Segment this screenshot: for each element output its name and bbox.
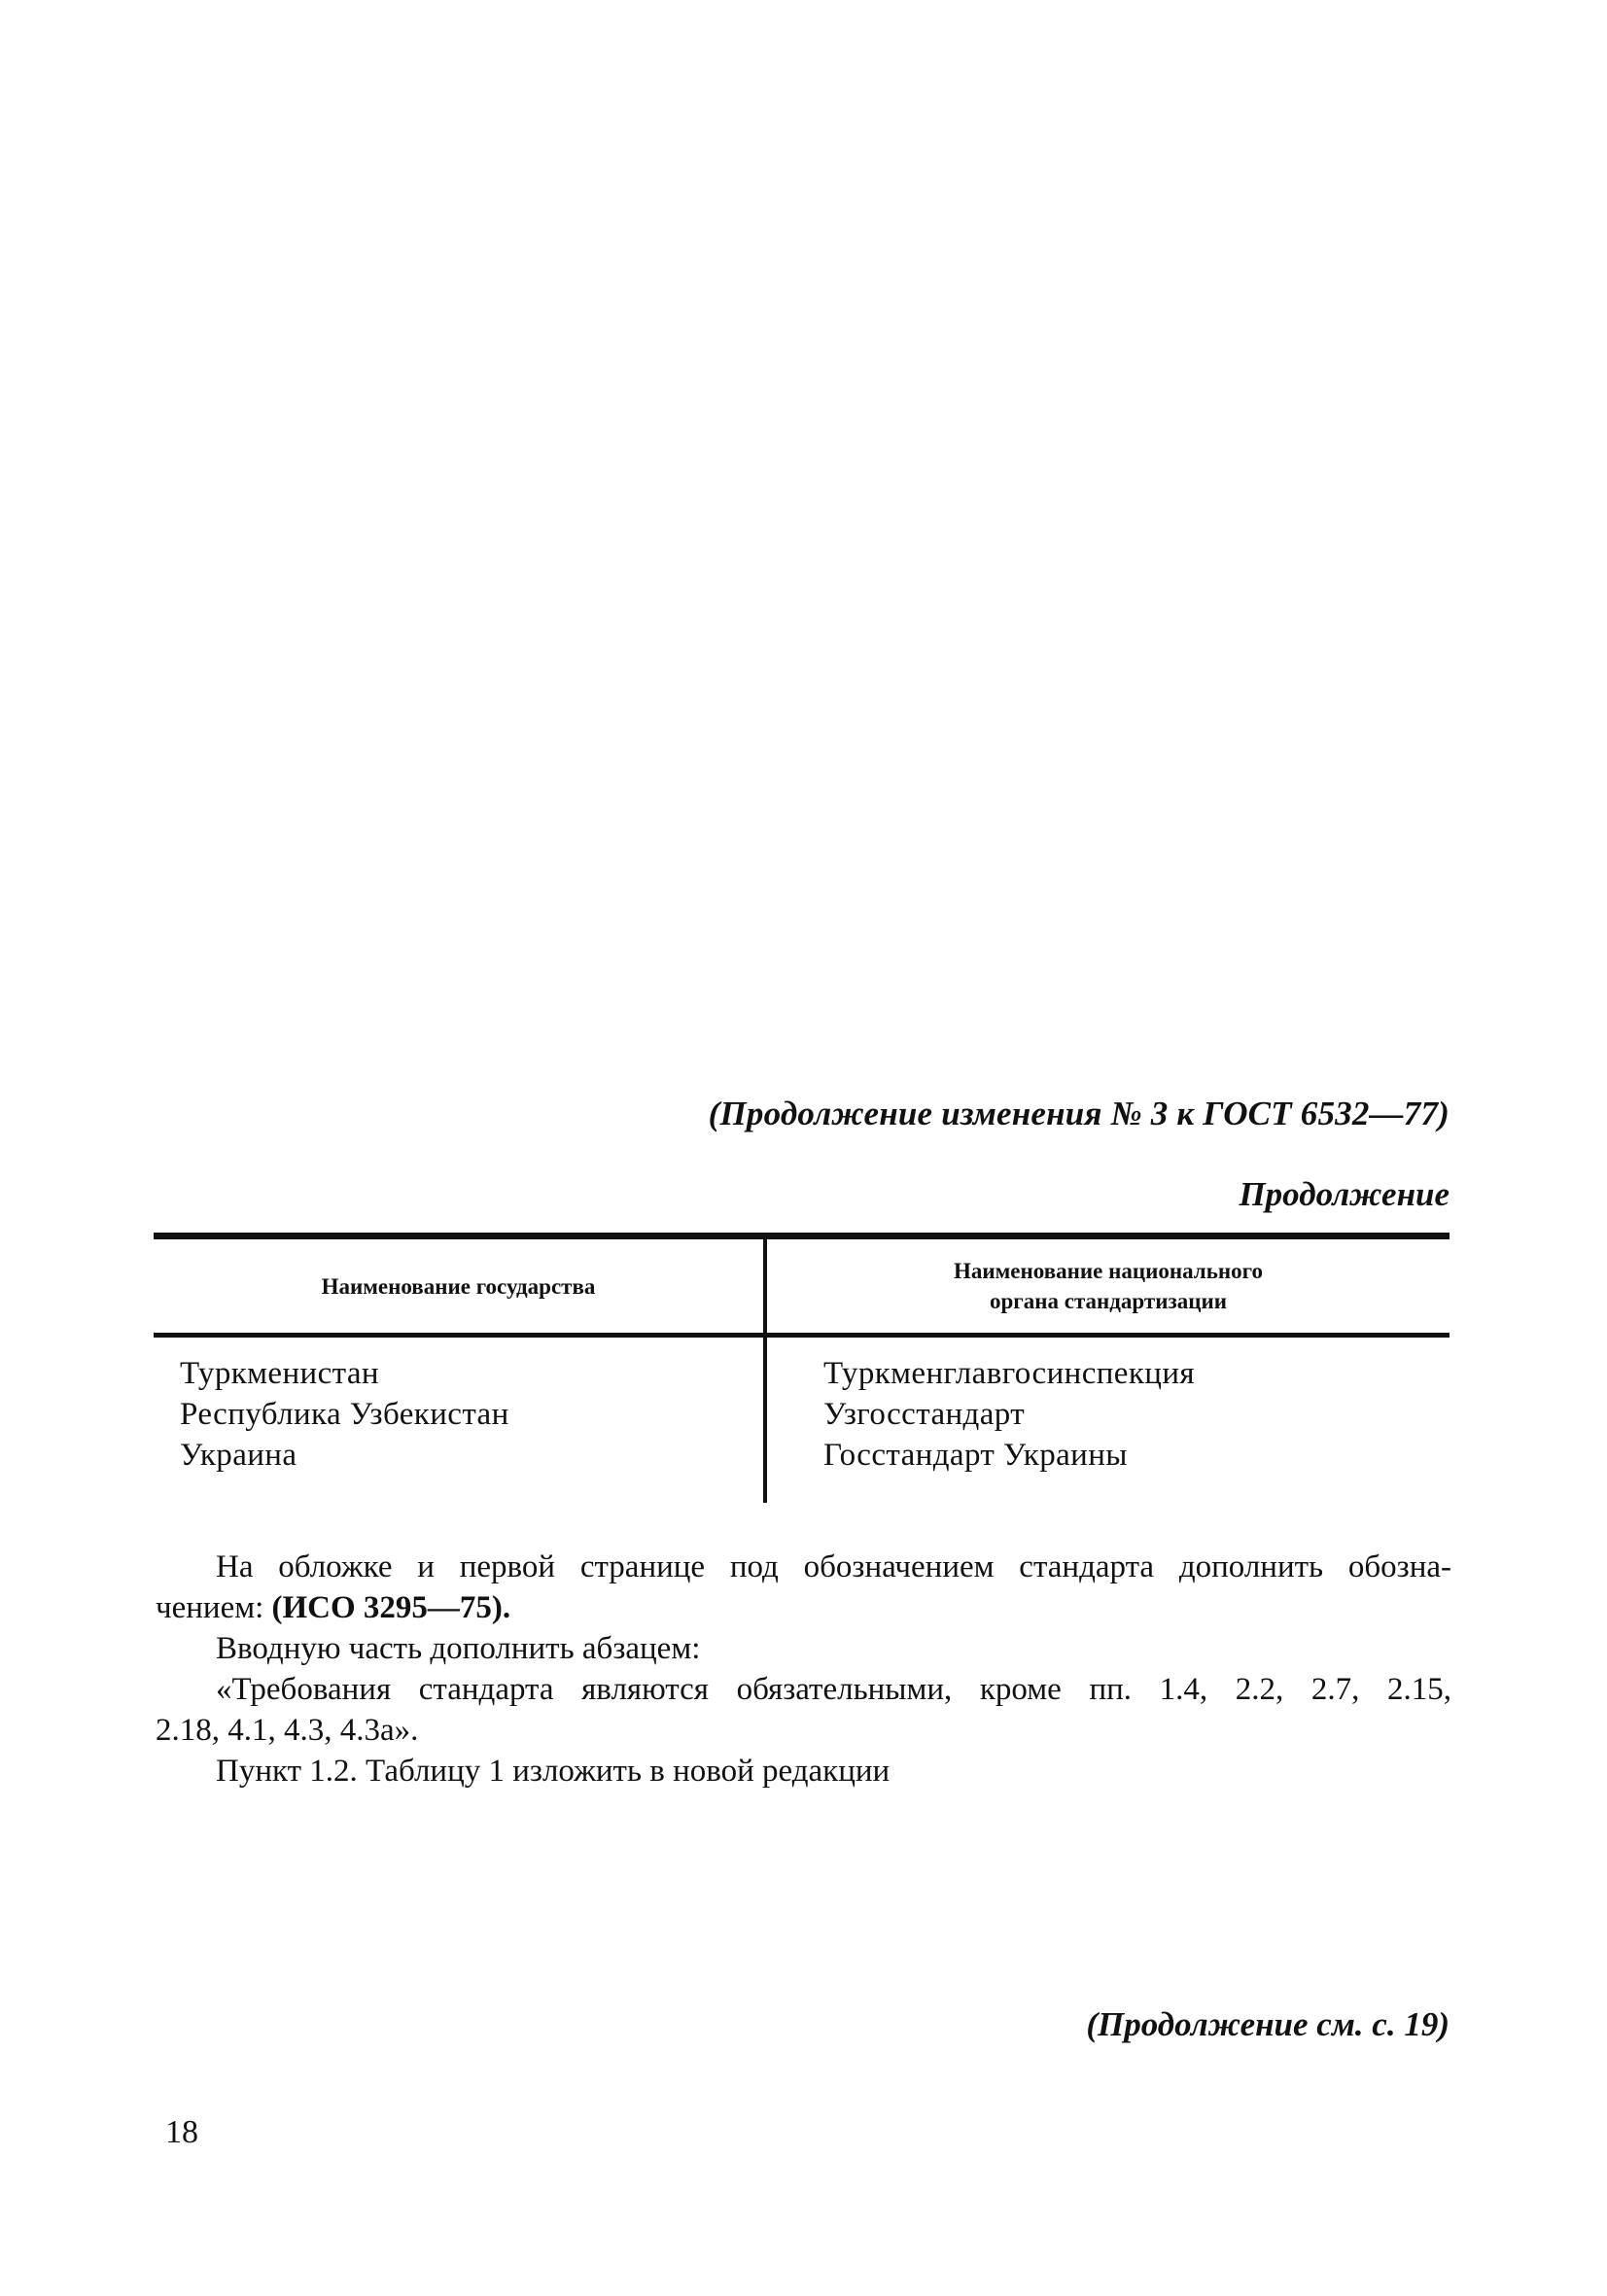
designation-prefix: чением: xyxy=(156,1590,272,1625)
paragraph-intro-addition: Вводную часть дополнить абзацем: xyxy=(216,1631,701,1666)
table-continuation-label: Продолжение xyxy=(1239,1175,1450,1213)
amendment-continuation-header: (Продолжение изменения № 3 к ГОСТ 6532—77) xyxy=(708,1095,1450,1132)
paragraph-cover-designation-cont xyxy=(156,1587,1451,1628)
standards-bodies-table xyxy=(154,1233,1450,1503)
table-header-rule xyxy=(154,1333,1450,1338)
column-header-standards-body-line-1: Наименование национального xyxy=(954,1259,1263,1283)
table-cell-standards-body: Узгосстандарт xyxy=(823,1397,1026,1432)
table-cell-standards-body: Госстандарт Украины xyxy=(823,1438,1128,1473)
state-column xyxy=(180,1353,509,1476)
standards-body-column xyxy=(823,1353,1195,1476)
continued-on-note: (Продолжение см. с. 19) xyxy=(1086,2005,1450,2043)
paragraph-requirements-quote: «Требования стандарта являются обязательными, кроме пп. 1.4, 2.2, 2.7, 2.15, xyxy=(216,1672,1451,1707)
iso-designation: (ИСО 3295—75). xyxy=(271,1590,511,1625)
column-header-state-text: Наименование государства xyxy=(321,1273,596,1299)
paragraph-requirements-quote-cont: 2.18, 4.1, 4.3, 4.3а». xyxy=(156,1713,419,1748)
paragraph-table-1-revision: Пункт 1.2. Таблицу 1 изложить в новой редакции xyxy=(216,1754,891,1789)
page-number: 18 xyxy=(165,2114,198,2150)
table-cell-state: Республика Узбекистан xyxy=(180,1397,509,1432)
table-cell-state: Украина xyxy=(180,1438,297,1473)
paragraph-cover-designation: На обложке и первой странице под обозначением стандарта дополнить обозна- xyxy=(216,1549,1451,1584)
column-header-standards-body-line-2: органа стандартизации xyxy=(990,1289,1227,1313)
column-header-state xyxy=(154,1239,763,1333)
column-header-standards-body xyxy=(767,1239,1450,1333)
table-top-rule xyxy=(154,1233,1450,1239)
amendment-body-text xyxy=(156,1547,1451,1792)
table-cell-standards-body: Туркменглавгосинспекция xyxy=(823,1356,1195,1391)
table-cell-state: Туркменистан xyxy=(180,1356,379,1391)
